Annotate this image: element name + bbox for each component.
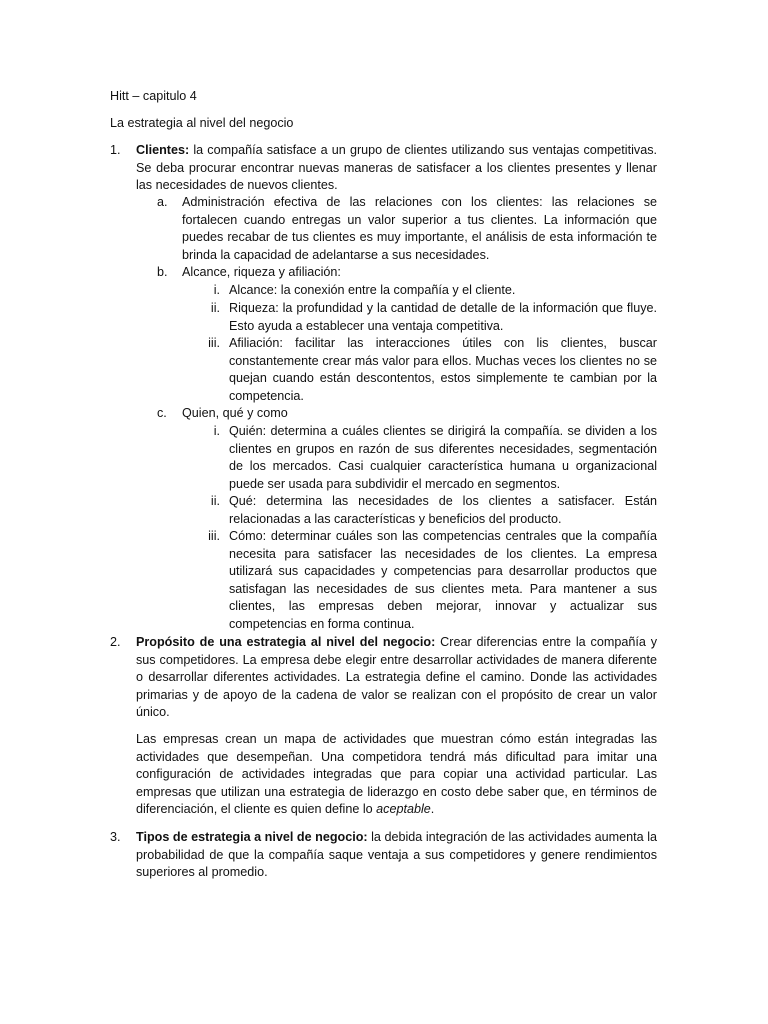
- item-1b-ii-text: Riqueza: la profundidad y la cantidad de detalle de la información que fluye. Esto ayuda a establecer una ventaja competitiva.: [229, 301, 657, 333]
- item-1c-marker: c.: [157, 406, 167, 420]
- document-subtitle: La estrategia al nivel del negocio: [110, 116, 294, 130]
- item-2-text: Crear diferencias entre la compañía y sus competidores. La empresa debe elegir entre desarrollar actividades de manera diferente o desarrollar diferentes actividades. La estrategia define el camino. Donde las actividades primarias y de apoyo de la cadena de valor se realizan con el propósito de crear un valor único.: [136, 635, 658, 719]
- item-2-paragraph-2: [136, 731, 657, 819]
- item-1b-iii-marker: iii.: [208, 336, 220, 350]
- item-1c-ii-text: Qué: determina las necesidades de los clientes a satisfacer. Están relacionadas a las características y beneficios del producto.: [229, 494, 657, 526]
- item-1c-i-marker: i.: [213, 424, 220, 438]
- item-1c-iii-marker: iii.: [208, 529, 220, 543]
- item-3-paragraph: [136, 829, 657, 882]
- item-1b-i-text: Alcance: la conexión entre la compañía y el cliente.: [229, 283, 516, 297]
- item-1a-marker: a.: [157, 195, 168, 209]
- document-title: Hitt – capitulo 4: [110, 89, 197, 103]
- item-1-paragraph: [136, 142, 657, 195]
- item-2-heading: Propósito de una estrategia al nivel del negocio:: [136, 635, 436, 649]
- item-3-marker: 3.: [110, 830, 121, 844]
- item-1b-marker: b.: [157, 265, 168, 279]
- item-1b-iii-text: Afiliación: facilitar las interacciones útiles con lis clientes, buscar constantemente crear más valor para ellos. Muchas veces los clientes no se quejan cuando están descontentos, estos simplemente te cambian por la competencia.: [229, 336, 657, 403]
- item-1c-ii-marker: ii.: [210, 494, 220, 508]
- item-2-paragraph: [136, 634, 657, 722]
- item-2-marker: 2.: [110, 635, 121, 649]
- item-1b-ii-marker: ii.: [210, 301, 220, 315]
- item-1-text: la compañía satisface a un grupo de clientes utilizando sus ventajas competitivas. Se deba procurar encontrar nuevas maneras de satisfacer a los clientes presentes y llenar las necesidades de nuevos clientes.: [136, 143, 657, 192]
- item-1b-i-marker: i.: [213, 283, 220, 297]
- item-1-heading: Clientes:: [136, 143, 190, 157]
- item-2-para2-text: Las empresas crean un mapa de actividades que muestran cómo están integradas las actividades que desempeñan. Una competidora tendrá más dificultad para imitar una configuración de actividades integradas que para copiar una actividad particular. Las empresas que utilizan una estrategia de liderazgo en costo debe saber que, en términos de diferenciación, el cliente es quien define lo: [136, 732, 657, 816]
- item-1-marker: 1.: [110, 143, 121, 157]
- item-1c-text: Quien, qué y como: [182, 406, 288, 420]
- item-3-text: la debida integración de las actividades aumenta la probabilidad de que la compañía saque ventaja a sus competidores y genere rendimientos superiores al promedio.: [136, 830, 657, 879]
- item-3-heading: Tipos de estrategia a nivel de negocio:: [136, 830, 368, 844]
- item-2-para2-end: .: [430, 802, 435, 816]
- item-1b-text: Alcance, riqueza y afiliación:: [182, 265, 341, 279]
- item-2-para2-italic: aceptable: [376, 802, 431, 816]
- item-1c-i-text: Quién: determina a cuáles clientes se dirigirá la compañía. se dividen a los clientes en grupos en razón de sus diferentes necesidades, segmentación de los mercados. Casi cualquier característica humana u organizacional puede ser usada para subdividir el mercado en segmentos.: [229, 424, 657, 491]
- item-1c-iii-text: Cómo: determinar cuáles son las competencias centrales que la compañía necesita para satisfacer las necesidades de los clientes. La empresa utilizará sus capacidades y competencias para desarrollar productos que satisfagan las necesidades de sus clientes meta. Para mantener a sus clientes, las empresas deben mejorar, innovar y actualizar sus competencias en forma continua.: [229, 529, 657, 631]
- item-1a-text: Administración efectiva de las relaciones con los clientes: las relaciones se fortalecen cuando entregas un valor superior a tus clientes. La información que puedes recabar de tus clientes es muy importante, el análisis de esta información te brinda la capacidad de adelantarse a sus necesidades.: [182, 195, 657, 262]
